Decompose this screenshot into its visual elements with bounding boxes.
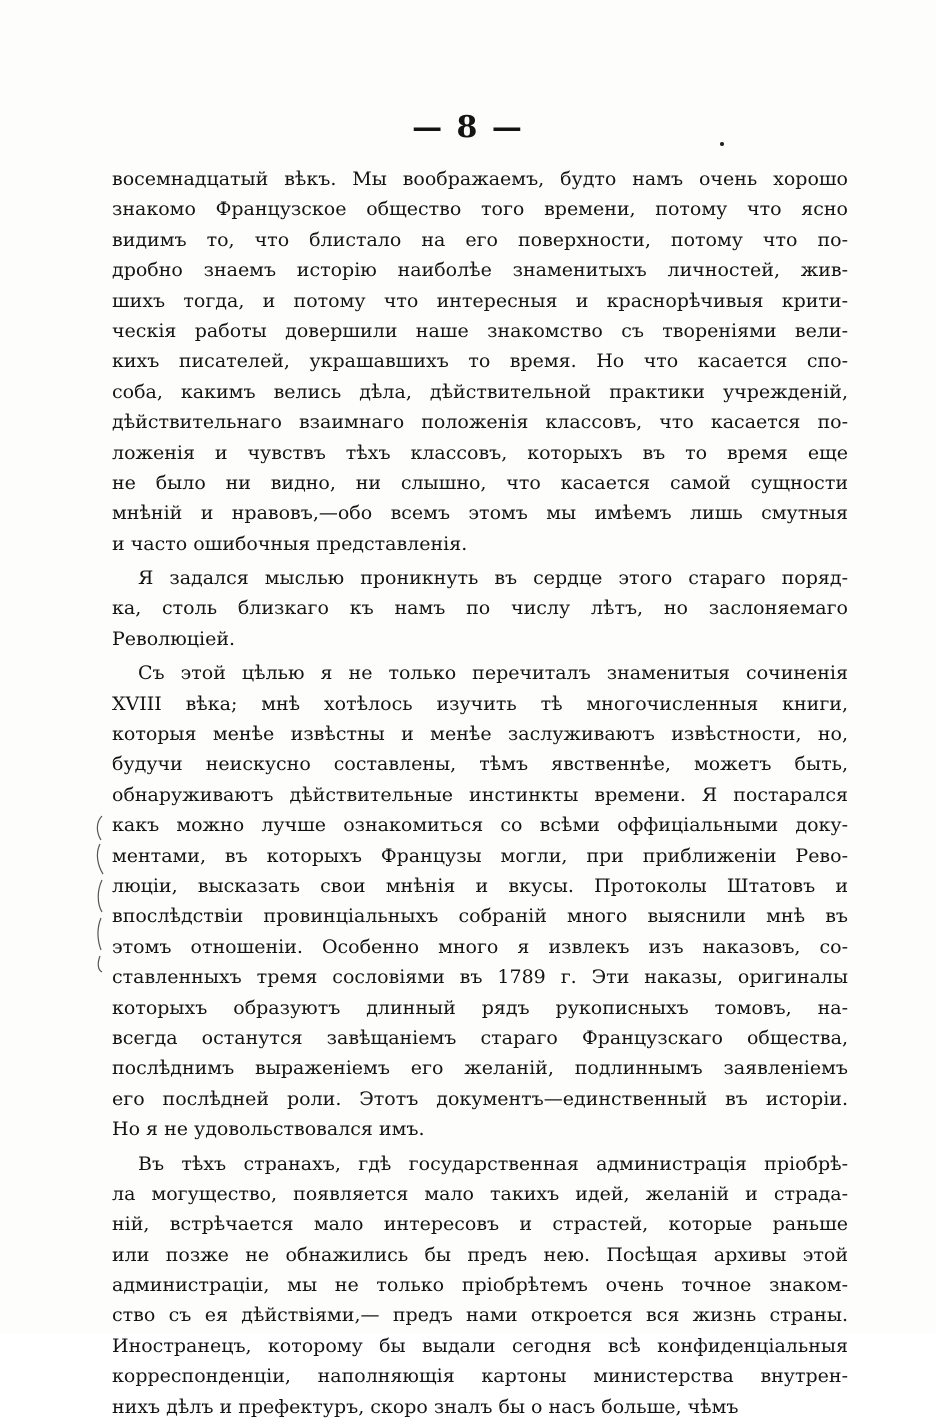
text-line: XVIII вѣка; мнѣ хотѣлось изучить тѣ многочисленныя книги,: [112, 692, 848, 715]
text-line: которыя менѣе извѣстны и менѣе заслуживаютъ извѣстности, но,: [112, 723, 848, 746]
margin-pencil-mark: [92, 814, 108, 974]
text-line: видимъ то, что блистало на его поверхности, потому что по-: [112, 228, 848, 251]
text-line: его послѣдней роли. Этотъ документъ—единственный въ исторіи.: [112, 1087, 848, 1110]
text-line: этомъ отношеніи. Особенно много я извлекъ изъ наказовъ, со-: [112, 935, 848, 958]
paragraph: [112, 563, 848, 654]
text-line: ставленныхъ тремя сословіями въ 1789 г. Эти наказы, оригиналы: [112, 966, 848, 989]
text-line: дробно знаемъ исторію наиболѣе знаменитыхъ личностей, жив-: [112, 259, 848, 282]
text-line: ній, встрѣчается мало интересовъ и страстей, которые раньше: [112, 1213, 848, 1236]
text-line: шихъ тогда, и потому что интересныя и краснорѣчивыя крити-: [112, 289, 848, 312]
text-line: Я задался мыслью проникнуть въ сердце этого стараго поряд-: [138, 567, 848, 590]
paragraph: [112, 164, 848, 559]
text-line: ка, столь близкаго къ намъ по числу лѣтъ, но заслоняемаго: [112, 597, 848, 620]
body-text: [112, 164, 848, 1426]
text-line: ложенія и чувствъ тѣхъ классовъ, которыхъ въ то время еще: [112, 441, 848, 464]
text-line: Въ тѣхъ странахъ, гдѣ государственная администрація пріобрѣ-: [138, 1152, 848, 1175]
text-line: корреспонденціи, наполняющія картоны министерства внутрен-: [112, 1365, 848, 1388]
text-line: восемнадцатый вѣкъ. Мы воображаемъ, будто намъ очень хорошо: [112, 168, 848, 190]
text-line: знакомо Французское общество того времени, потому что ясно: [112, 198, 848, 221]
text-line: мнѣній и нравовъ,—обо всемъ этомъ мы имѣемъ лишь смутныя: [112, 502, 848, 525]
text-line: ство съ ея дѣйствіями,— предъ нами откроется вся жизнь страны.: [112, 1304, 848, 1327]
paragraph: [112, 1149, 848, 1423]
text-line: которыхъ образуютъ длинный рядъ рукописныхъ томовъ, на-: [112, 996, 848, 1019]
text-line: ла могущество, появляется мало такихъ идей, желаній и страда-: [112, 1182, 848, 1205]
text-line: нихъ дѣлъ и префектуръ, скоро зналъ бы о насъ больше, чѣмъ: [112, 1395, 739, 1418]
text-line: не было ни видно, ни слышно, что касается самой сущности: [112, 471, 848, 494]
text-line: впослѣдствіи провинціальныхъ собраній много выяснили мнѣ въ: [112, 905, 848, 928]
paragraph: [112, 658, 848, 1144]
text-line: или позже не обнажились бы предъ нею. Посѣщая архивы этой: [112, 1243, 848, 1266]
text-line: дѣйствительнаго взаимнаго положенія классовъ, что касается по-: [112, 411, 848, 434]
text-line: обнаруживаютъ дѣйствительные инстинкты времени. Я постарался: [112, 783, 848, 806]
text-line: всегда останутся завѣщаніемъ стараго Французскаго общества,: [112, 1026, 848, 1049]
text-line: соба, какимъ велись дѣла, дѣйствительной практики учрежденій,: [112, 380, 848, 403]
page-number: — 8 —: [412, 110, 524, 145]
text-line: Съ этой цѣлью я не только перечиталъ знаменитыя сочиненія: [138, 662, 848, 685]
text-line: люціи, высказать свои мнѣнія и вкусы. Протоколы Штатовъ и: [112, 874, 848, 897]
text-line: администраціи, мы не только пріобрѣтемъ очень точное знаком-: [112, 1274, 848, 1297]
text-line: какъ можно лучше ознакомиться со всѣми оффиціальными доку-: [112, 814, 848, 837]
text-line: Революціей.: [112, 627, 236, 650]
text-line: Иностранецъ, которому бы выдали сегодня всѣ конфиденціальныя: [112, 1334, 848, 1357]
text-line: ческія работы довершили наше знакомство съ твореніями вели-: [112, 319, 848, 342]
ink-speck: [720, 142, 724, 146]
text-line: Но я не удовольствовался имъ.: [112, 1118, 425, 1141]
text-line: кихъ писателей, украшавшихъ то время. Но что касается спо-: [112, 350, 848, 373]
text-line: и часто ошибочныя представленія.: [112, 532, 468, 555]
text-line: ментами, въ которыхъ Французы могли, при приближеніи Рево-: [112, 844, 848, 867]
text-line: послѣднимъ выраженіемъ его желаній, подлиннымъ заявленіемъ: [112, 1057, 848, 1080]
text-line: будучи неискусно составлены, тѣмъ явственнѣе, можетъ быть,: [112, 753, 848, 776]
